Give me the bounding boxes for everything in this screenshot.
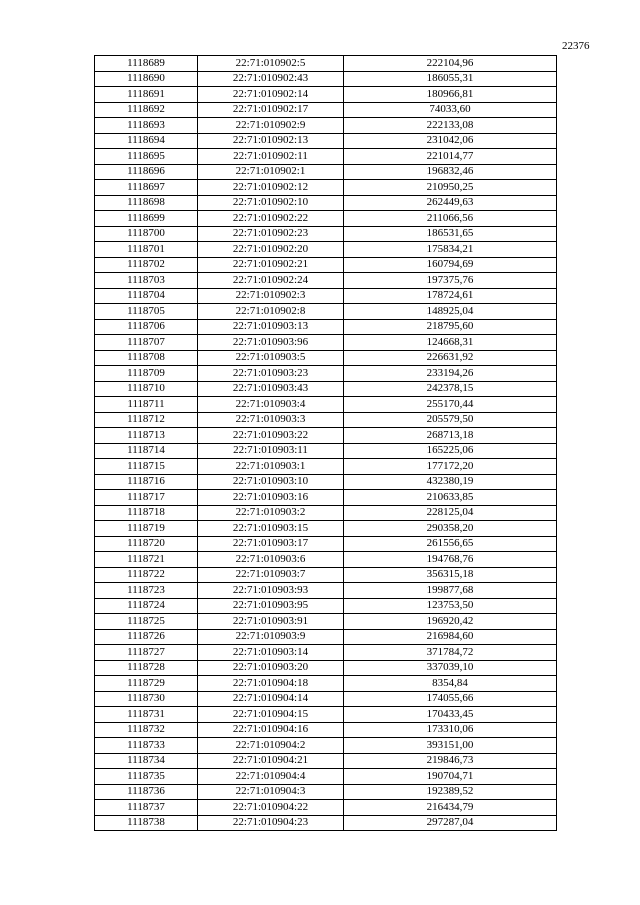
table-row xyxy=(95,118,557,134)
row-id-cell: 1118722 xyxy=(95,567,198,583)
value-cell: 160794,69 xyxy=(344,257,557,273)
table-row xyxy=(95,226,557,242)
value-cell: 290358,20 xyxy=(344,521,557,537)
value-cell: 221014,77 xyxy=(344,149,557,165)
row-id-cell: 1118719 xyxy=(95,521,198,537)
row-id-cell: 1118734 xyxy=(95,753,198,769)
row-id-cell: 1118728 xyxy=(95,660,198,676)
table-row xyxy=(95,567,557,583)
row-id-cell: 1118707 xyxy=(95,335,198,351)
table-row xyxy=(95,87,557,103)
value-cell: 268713,18 xyxy=(344,428,557,444)
table-row xyxy=(95,350,557,366)
table-row xyxy=(95,598,557,614)
row-id-cell: 1118704 xyxy=(95,288,198,304)
cadastral-number-cell: 22:71:010904:2 xyxy=(198,738,344,754)
cadastral-number-cell: 22:71:010903:11 xyxy=(198,443,344,459)
cadastral-number-cell: 22:71:010902:21 xyxy=(198,257,344,273)
row-id-cell: 1118720 xyxy=(95,536,198,552)
table-row xyxy=(95,753,557,769)
cadastral-number-cell: 22:71:010903:5 xyxy=(198,350,344,366)
cadastral-number-cell: 22:71:010903:43 xyxy=(198,381,344,397)
cadastral-number-cell: 22:71:010902:9 xyxy=(198,118,344,134)
value-cell: 297287,04 xyxy=(344,815,557,831)
value-cell: 337039,10 xyxy=(344,660,557,676)
row-id-cell: 1118697 xyxy=(95,180,198,196)
value-cell: 432380,19 xyxy=(344,474,557,490)
row-id-cell: 1118725 xyxy=(95,614,198,630)
value-cell: 218795,60 xyxy=(344,319,557,335)
value-cell: 74033,60 xyxy=(344,102,557,118)
cadastral-number-cell: 22:71:010902:5 xyxy=(198,56,344,72)
cadastral-number-cell: 22:71:010902:24 xyxy=(198,273,344,289)
cadastral-number-cell: 22:71:010904:18 xyxy=(198,676,344,692)
table-row xyxy=(95,102,557,118)
table-row xyxy=(95,645,557,661)
row-id-cell: 1118692 xyxy=(95,102,198,118)
cadastral-number-cell: 22:71:010903:15 xyxy=(198,521,344,537)
table-row xyxy=(95,397,557,413)
table-row xyxy=(95,505,557,521)
table-row xyxy=(95,273,557,289)
cadastral-number-cell: 22:71:010903:23 xyxy=(198,366,344,382)
value-cell: 222104,96 xyxy=(344,56,557,72)
table-row xyxy=(95,800,557,816)
value-cell: 148925,04 xyxy=(344,304,557,320)
table-row xyxy=(95,521,557,537)
row-id-cell: 1118700 xyxy=(95,226,198,242)
table-row xyxy=(95,180,557,196)
value-cell: 165225,06 xyxy=(344,443,557,459)
row-id-cell: 1118694 xyxy=(95,133,198,149)
value-cell: 226631,92 xyxy=(344,350,557,366)
value-cell: 186055,31 xyxy=(344,71,557,87)
cadastral-number-cell: 22:71:010903:93 xyxy=(198,583,344,599)
row-id-cell: 1118712 xyxy=(95,412,198,428)
cadastral-number-cell: 22:71:010902:3 xyxy=(198,288,344,304)
value-cell: 255170,44 xyxy=(344,397,557,413)
value-cell: 124668,31 xyxy=(344,335,557,351)
cadastral-number-cell: 22:71:010902:12 xyxy=(198,180,344,196)
row-id-cell: 1118711 xyxy=(95,397,198,413)
value-cell: 210633,85 xyxy=(344,490,557,506)
row-id-cell: 1118702 xyxy=(95,257,198,273)
row-id-cell: 1118732 xyxy=(95,722,198,738)
cadastral-number-cell: 22:71:010902:17 xyxy=(198,102,344,118)
row-id-cell: 1118706 xyxy=(95,319,198,335)
cadastral-number-cell: 22:71:010904:16 xyxy=(198,722,344,738)
value-cell: 262449,63 xyxy=(344,195,557,211)
value-cell: 233194,26 xyxy=(344,366,557,382)
row-id-cell: 1118695 xyxy=(95,149,198,165)
cadastral-number-cell: 22:71:010902:11 xyxy=(198,149,344,165)
value-cell: 8354,84 xyxy=(344,676,557,692)
value-cell: 192389,52 xyxy=(344,784,557,800)
cadastral-number-cell: 22:71:010904:14 xyxy=(198,691,344,707)
table-body xyxy=(95,56,557,831)
value-cell: 196920,42 xyxy=(344,614,557,630)
cadastral-number-cell: 22:71:010904:3 xyxy=(198,784,344,800)
value-cell: 228125,04 xyxy=(344,505,557,521)
table-row xyxy=(95,149,557,165)
value-cell: 186531,65 xyxy=(344,226,557,242)
cadastral-number-cell: 22:71:010904:21 xyxy=(198,753,344,769)
value-cell: 199877,68 xyxy=(344,583,557,599)
row-id-cell: 1118731 xyxy=(95,707,198,723)
cadastral-number-cell: 22:71:010903:7 xyxy=(198,567,344,583)
row-id-cell: 1118738 xyxy=(95,815,198,831)
value-cell: 123753,50 xyxy=(344,598,557,614)
row-id-cell: 1118730 xyxy=(95,691,198,707)
cadastral-number-cell: 22:71:010902:23 xyxy=(198,226,344,242)
value-cell: 178724,61 xyxy=(344,288,557,304)
value-cell: 216984,60 xyxy=(344,629,557,645)
cadastral-number-cell: 22:71:010902:1 xyxy=(198,164,344,180)
value-cell: 196832,46 xyxy=(344,164,557,180)
page-number: 22376 xyxy=(562,40,590,52)
cadastral-number-cell: 22:71:010903:91 xyxy=(198,614,344,630)
cadastral-number-cell: 22:71:010904:22 xyxy=(198,800,344,816)
row-id-cell: 1118708 xyxy=(95,350,198,366)
value-cell: 174055,66 xyxy=(344,691,557,707)
table-row xyxy=(95,164,557,180)
cadastral-number-cell: 22:71:010902:43 xyxy=(198,71,344,87)
row-id-cell: 1118701 xyxy=(95,242,198,258)
row-id-cell: 1118716 xyxy=(95,474,198,490)
cadastral-number-cell: 22:71:010902:10 xyxy=(198,195,344,211)
cadastral-number-cell: 22:71:010903:9 xyxy=(198,629,344,645)
value-cell: 216434,79 xyxy=(344,800,557,816)
cadastral-number-cell: 22:71:010903:1 xyxy=(198,459,344,475)
table-row xyxy=(95,428,557,444)
table-row xyxy=(95,784,557,800)
value-cell: 197375,76 xyxy=(344,273,557,289)
cadastral-number-cell: 22:71:010903:3 xyxy=(198,412,344,428)
table-row xyxy=(95,815,557,831)
row-id-cell: 1118714 xyxy=(95,443,198,459)
value-cell: 242378,15 xyxy=(344,381,557,397)
table-row xyxy=(95,381,557,397)
table-row xyxy=(95,614,557,630)
value-cell: 231042,06 xyxy=(344,133,557,149)
table-row xyxy=(95,335,557,351)
table-row xyxy=(95,133,557,149)
row-id-cell: 1118726 xyxy=(95,629,198,645)
table-row xyxy=(95,490,557,506)
table-row xyxy=(95,583,557,599)
table-row xyxy=(95,366,557,382)
table-row xyxy=(95,412,557,428)
row-id-cell: 1118713 xyxy=(95,428,198,444)
cadastral-number-cell: 22:71:010904:15 xyxy=(198,707,344,723)
cadastral-number-cell: 22:71:010904:23 xyxy=(198,815,344,831)
value-cell: 180966,81 xyxy=(344,87,557,103)
table-row xyxy=(95,552,557,568)
value-cell: 261556,65 xyxy=(344,536,557,552)
cadastral-number-cell: 22:71:010902:14 xyxy=(198,87,344,103)
table-row xyxy=(95,288,557,304)
cadastral-number-cell: 22:71:010903:22 xyxy=(198,428,344,444)
table-row xyxy=(95,56,557,72)
cadastral-number-cell: 22:71:010902:20 xyxy=(198,242,344,258)
table-row xyxy=(95,660,557,676)
value-cell: 175834,21 xyxy=(344,242,557,258)
row-id-cell: 1118721 xyxy=(95,552,198,568)
row-id-cell: 1118717 xyxy=(95,490,198,506)
row-id-cell: 1118689 xyxy=(95,56,198,72)
cadastral-number-cell: 22:71:010903:96 xyxy=(198,335,344,351)
table-row xyxy=(95,707,557,723)
cadastral-number-cell: 22:71:010903:10 xyxy=(198,474,344,490)
row-id-cell: 1118718 xyxy=(95,505,198,521)
cadastral-number-cell: 22:71:010903:20 xyxy=(198,660,344,676)
row-id-cell: 1118693 xyxy=(95,118,198,134)
row-id-cell: 1118715 xyxy=(95,459,198,475)
cadastral-number-cell: 22:71:010903:14 xyxy=(198,645,344,661)
cadastral-number-cell: 22:71:010904:4 xyxy=(198,769,344,785)
cadastral-number-cell: 22:71:010903:6 xyxy=(198,552,344,568)
table-row xyxy=(95,676,557,692)
value-cell: 210950,25 xyxy=(344,180,557,196)
row-id-cell: 1118698 xyxy=(95,195,198,211)
row-id-cell: 1118705 xyxy=(95,304,198,320)
table-row xyxy=(95,536,557,552)
table-row xyxy=(95,443,557,459)
row-id-cell: 1118691 xyxy=(95,87,198,103)
value-cell: 222133,08 xyxy=(344,118,557,134)
value-cell: 219846,73 xyxy=(344,753,557,769)
value-cell: 205579,50 xyxy=(344,412,557,428)
table-row xyxy=(95,71,557,87)
row-id-cell: 1118727 xyxy=(95,645,198,661)
row-id-cell: 1118733 xyxy=(95,738,198,754)
data-table xyxy=(94,55,557,831)
value-cell: 371784,72 xyxy=(344,645,557,661)
row-id-cell: 1118690 xyxy=(95,71,198,87)
table-row xyxy=(95,195,557,211)
value-cell: 393151,00 xyxy=(344,738,557,754)
cadastral-number-cell: 22:71:010902:13 xyxy=(198,133,344,149)
row-id-cell: 1118736 xyxy=(95,784,198,800)
table-row xyxy=(95,629,557,645)
row-id-cell: 1118724 xyxy=(95,598,198,614)
row-id-cell: 1118723 xyxy=(95,583,198,599)
cadastral-number-cell: 22:71:010903:2 xyxy=(198,505,344,521)
row-id-cell: 1118737 xyxy=(95,800,198,816)
table-row xyxy=(95,474,557,490)
table-row xyxy=(95,211,557,227)
table-row xyxy=(95,738,557,754)
table-row xyxy=(95,319,557,335)
cadastral-number-cell: 22:71:010903:16 xyxy=(198,490,344,506)
table-row xyxy=(95,242,557,258)
row-id-cell: 1118735 xyxy=(95,769,198,785)
table-row xyxy=(95,769,557,785)
value-cell: 356315,18 xyxy=(344,567,557,583)
row-id-cell: 1118709 xyxy=(95,366,198,382)
cadastral-number-cell: 22:71:010903:13 xyxy=(198,319,344,335)
cadastral-number-cell: 22:71:010902:8 xyxy=(198,304,344,320)
value-cell: 211066,56 xyxy=(344,211,557,227)
value-cell: 194768,76 xyxy=(344,552,557,568)
cadastral-number-cell: 22:71:010903:17 xyxy=(198,536,344,552)
row-id-cell: 1118703 xyxy=(95,273,198,289)
value-cell: 173310,06 xyxy=(344,722,557,738)
value-cell: 190704,71 xyxy=(344,769,557,785)
table-row xyxy=(95,257,557,273)
table-row xyxy=(95,304,557,320)
table-row xyxy=(95,459,557,475)
table-row xyxy=(95,722,557,738)
value-cell: 170433,45 xyxy=(344,707,557,723)
cadastral-number-cell: 22:71:010903:95 xyxy=(198,598,344,614)
row-id-cell: 1118696 xyxy=(95,164,198,180)
row-id-cell: 1118729 xyxy=(95,676,198,692)
cadastral-number-cell: 22:71:010903:4 xyxy=(198,397,344,413)
row-id-cell: 1118710 xyxy=(95,381,198,397)
value-cell: 177172,20 xyxy=(344,459,557,475)
table-row xyxy=(95,691,557,707)
row-id-cell: 1118699 xyxy=(95,211,198,227)
cadastral-number-cell: 22:71:010902:22 xyxy=(198,211,344,227)
